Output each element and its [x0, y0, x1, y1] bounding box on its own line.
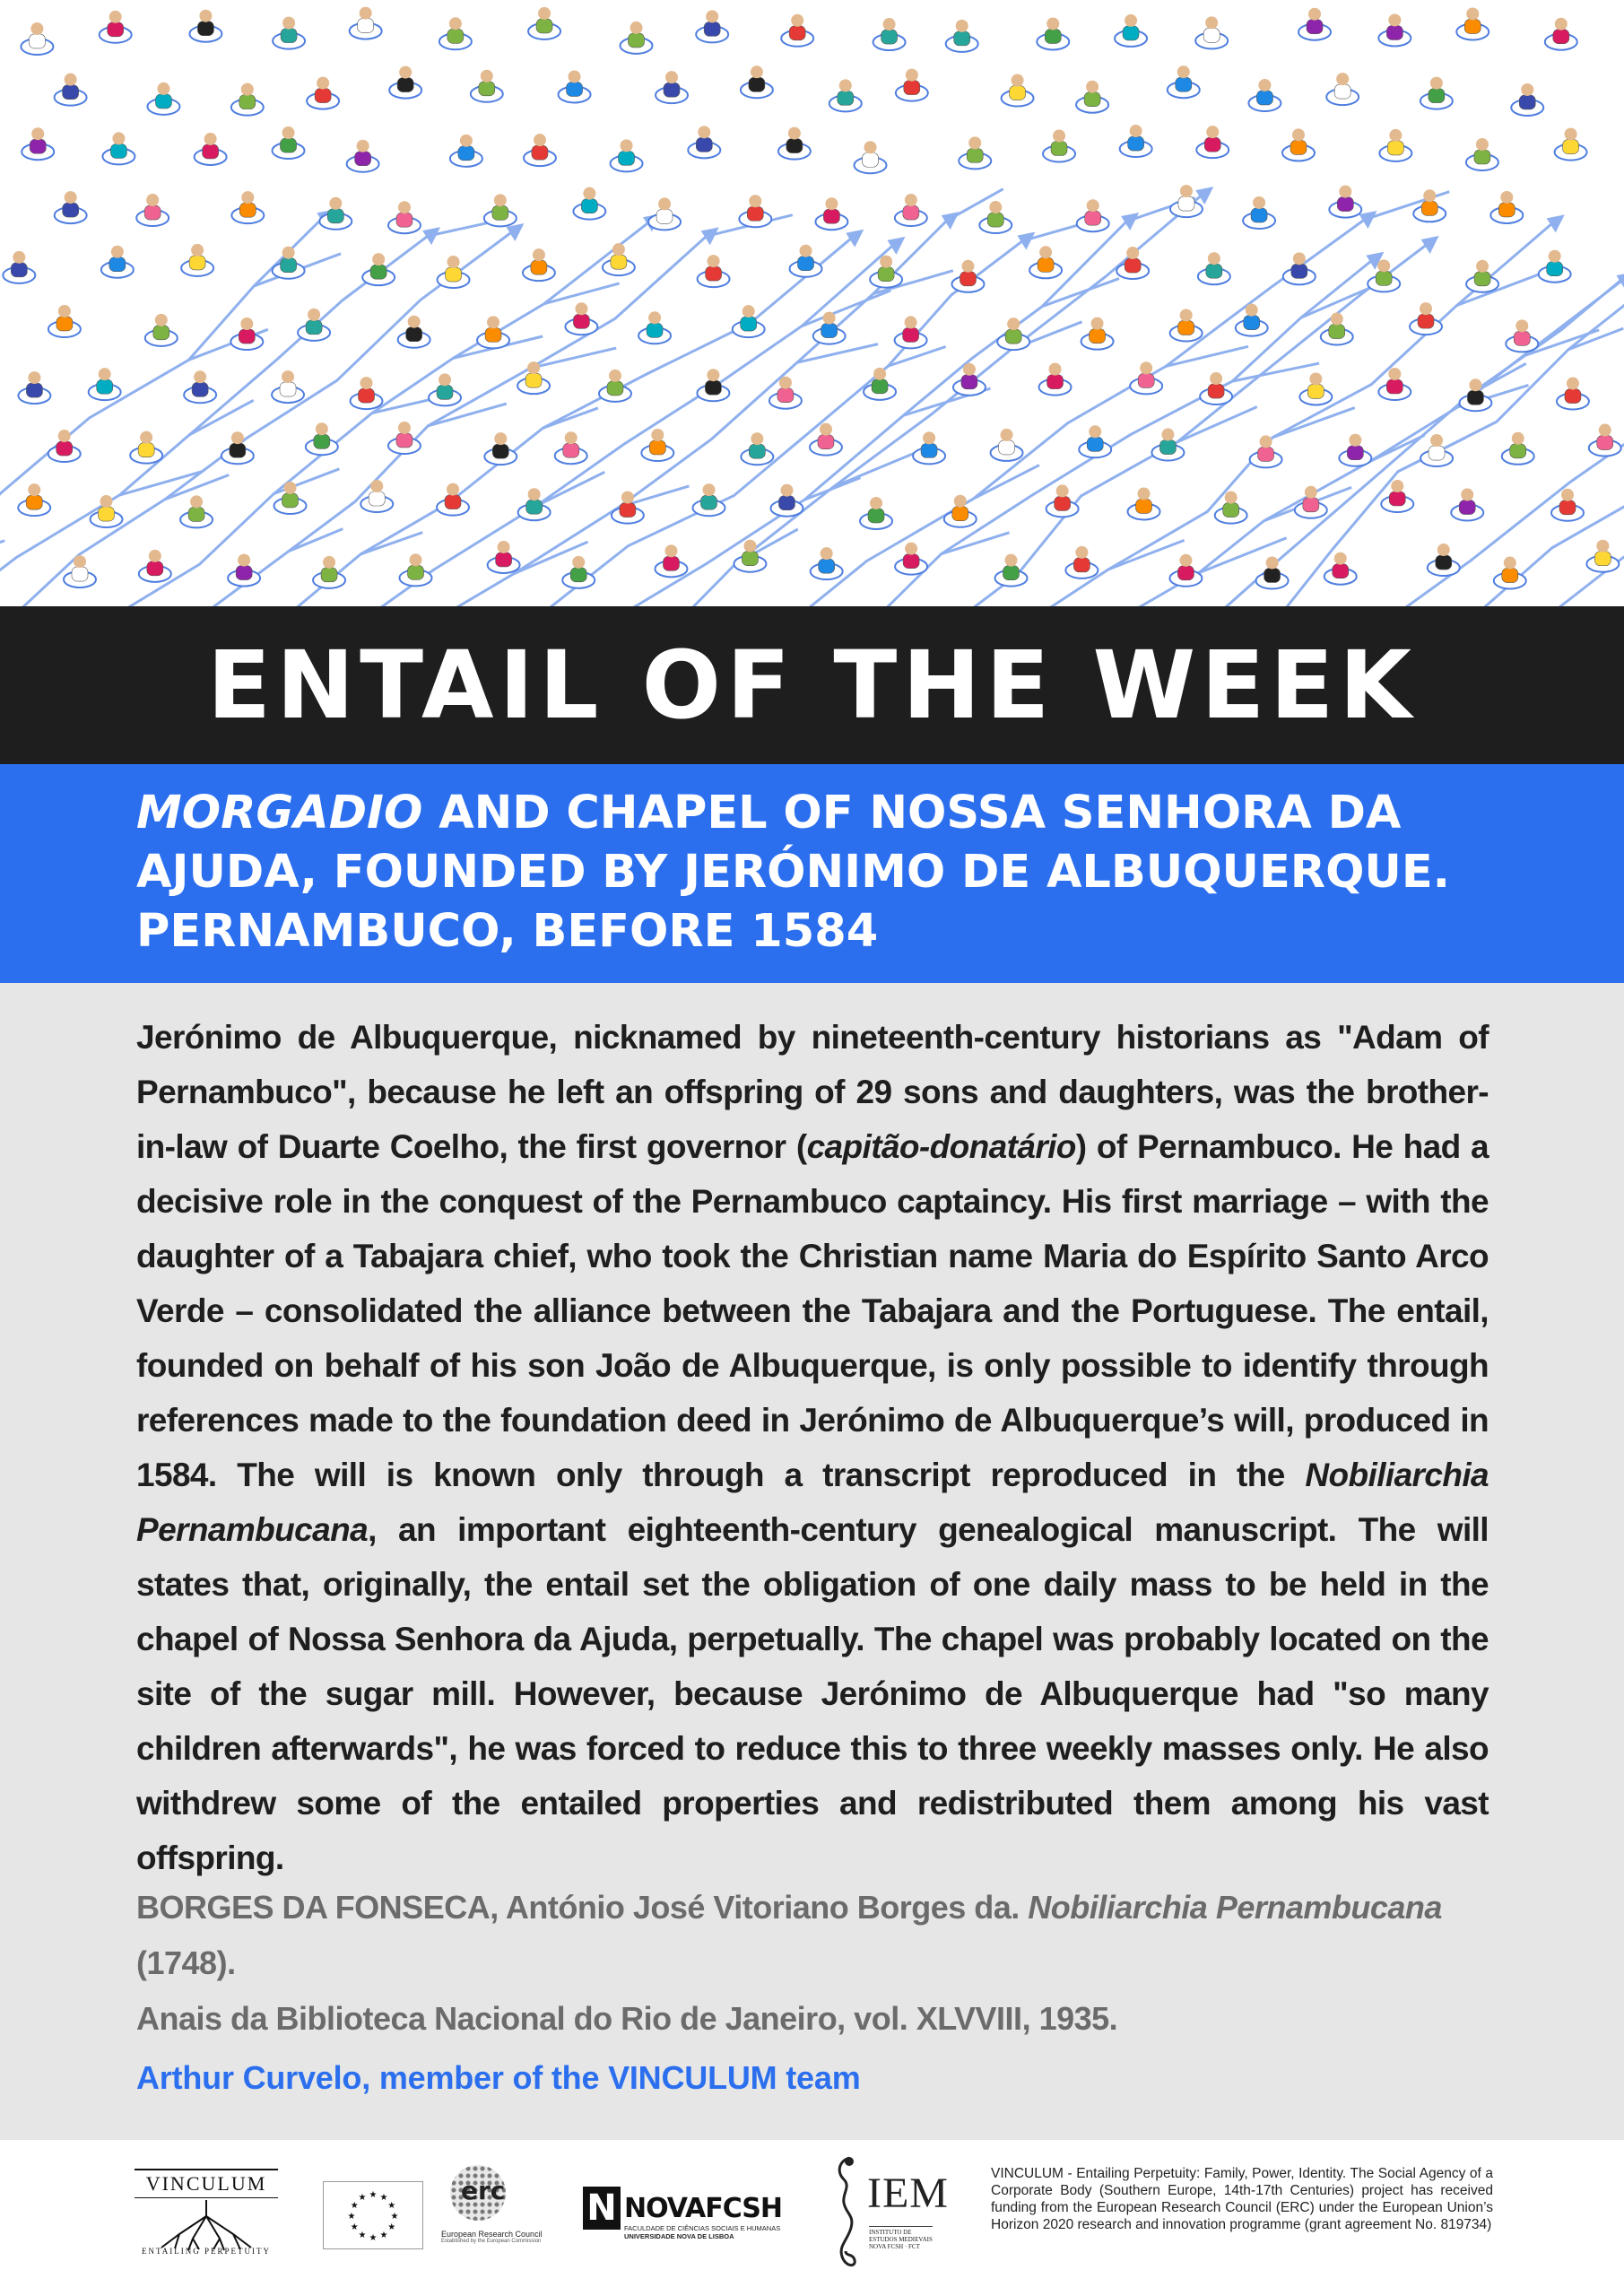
person-figure — [437, 483, 469, 516]
person-figure — [1557, 378, 1589, 410]
person-figure — [523, 248, 555, 281]
person-figure — [55, 74, 87, 106]
person-figure — [741, 65, 773, 98]
person-figure — [488, 541, 520, 573]
erc-wordmark: erc — [461, 2176, 506, 2205]
person-figure — [528, 7, 560, 39]
person-figure — [1420, 434, 1453, 466]
person-figure — [1195, 16, 1228, 48]
person-figure — [781, 14, 813, 47]
person-figure — [1250, 435, 1282, 467]
person-figure — [896, 69, 928, 101]
person-figure — [21, 22, 53, 55]
person-figure — [1410, 302, 1442, 335]
tree-roots-icon — [135, 2198, 278, 2252]
person-figure — [274, 482, 307, 514]
person-figure — [388, 201, 421, 233]
person-figure — [1196, 126, 1229, 158]
person-figure — [1326, 73, 1359, 105]
person-figure — [195, 133, 227, 165]
author-credit: Arthur Curvelo, member of the VINCULUM team — [136, 2059, 861, 2096]
person-figure — [1545, 18, 1577, 50]
person-figure — [298, 309, 330, 341]
person-figure — [946, 20, 978, 52]
vinculum-logo — [135, 2169, 278, 2267]
person-figure — [1329, 186, 1361, 218]
person-figure — [692, 483, 725, 516]
person-figure — [1079, 425, 1111, 457]
erc-logo — [441, 2165, 549, 2273]
person-figure — [813, 312, 846, 344]
person-figure — [1490, 191, 1523, 223]
person-figure — [991, 429, 1023, 461]
person-figure — [272, 370, 304, 403]
person-figure — [471, 70, 503, 102]
person-figure — [48, 430, 81, 462]
person-figure — [22, 127, 54, 160]
footer — [0, 2140, 1624, 2296]
person-figure — [1200, 372, 1232, 404]
nova-caption-1: FACULDADE DE CIÊNCIAS SOCIAIS E HUMANAS — [624, 2224, 781, 2232]
person-figure — [696, 10, 728, 42]
person-figure — [951, 260, 984, 292]
person-figure — [1494, 557, 1526, 589]
person-figure — [100, 11, 132, 43]
person-figure — [855, 141, 887, 173]
person-figure — [3, 251, 35, 283]
person-figure — [621, 22, 653, 54]
nova-caption-2: UNIVERSIDADE NOVA DE LISBOA — [624, 2232, 734, 2240]
erc-circle-icon — [450, 2165, 506, 2221]
person-figure — [429, 373, 461, 405]
vinculum-wordmark: VINCULUM — [135, 2169, 278, 2198]
person-figure — [1428, 544, 1460, 576]
person-figure — [1420, 77, 1453, 109]
person-figure — [913, 431, 945, 464]
person-figure — [347, 140, 379, 172]
erc-caption: European Research Council — [441, 2230, 543, 2239]
person-figure — [1539, 250, 1571, 283]
person-figure — [1466, 260, 1498, 292]
person-figure — [1002, 74, 1034, 107]
person-figure — [189, 10, 221, 42]
eu-star: ★ — [369, 2190, 378, 2200]
person-figure — [1168, 65, 1200, 98]
person-figure — [741, 432, 773, 465]
subtitle-italic-term: MORGADIO — [136, 787, 423, 839]
person-figure — [306, 422, 338, 455]
person-figure — [398, 316, 430, 348]
person-figure — [1039, 363, 1072, 396]
person-figure — [350, 7, 382, 39]
reference-line-1: BORGES DA FONSECA, António José Vitoriano Borges da. Nobiliarchia Pernambucana (1748). — [136, 1889, 1442, 1981]
person-figure — [18, 371, 50, 404]
person-figure — [1298, 8, 1331, 40]
eu-stars-icon — [324, 2182, 422, 2248]
person-figure — [1555, 128, 1587, 161]
person-figure — [1169, 554, 1202, 587]
person-figure — [1299, 372, 1332, 404]
person-figure — [562, 556, 595, 588]
person-figure — [1170, 309, 1203, 341]
person-figure — [573, 187, 605, 220]
seahorse-icon — [829, 2152, 865, 2278]
person-figure — [1451, 489, 1483, 521]
person-figure — [438, 256, 470, 288]
person-figure — [102, 132, 135, 164]
person-figure — [1077, 199, 1109, 231]
person-figure — [1236, 304, 1268, 336]
person-figure — [1029, 246, 1062, 278]
person-figure — [1502, 432, 1534, 465]
person-figure — [1586, 540, 1619, 572]
person-figure — [273, 126, 305, 159]
person-figure — [811, 547, 843, 579]
person-figure — [1589, 424, 1621, 457]
nova-n-mark: N — [583, 2187, 621, 2230]
iem-caption-1: INSTITUTO DE — [869, 2229, 912, 2236]
network-graphic — [0, 0, 1624, 606]
person-figure — [611, 139, 643, 171]
subtitle-band — [0, 764, 1624, 983]
person-figure — [1037, 17, 1069, 49]
eu-star: ★ — [390, 2212, 399, 2222]
person-figure — [1170, 185, 1203, 217]
person-figure — [953, 363, 986, 396]
person-figure — [231, 191, 264, 223]
person-figure — [1120, 125, 1152, 157]
person-figure — [1339, 434, 1371, 466]
person-figure — [641, 429, 673, 461]
person-figure — [231, 83, 264, 116]
person-figure — [1076, 81, 1108, 113]
person-figure — [184, 370, 216, 403]
person-figure — [101, 246, 134, 278]
network-arrow — [947, 236, 1439, 606]
person-figure — [860, 497, 892, 529]
person-figure — [1282, 128, 1315, 161]
vinculum-tagline: ENTAILING PERPETUITY — [141, 2247, 271, 2256]
bibliographic-reference — [136, 1880, 1535, 2047]
person-figure — [790, 245, 822, 277]
person-figure — [228, 554, 260, 587]
person-figure — [1506, 319, 1538, 352]
person-figure — [1151, 429, 1184, 461]
person-figure — [1466, 138, 1498, 170]
main-paragraph: Jerónimo de Albuquerque, nicknamed by nineteenth-century historians as "Adam of Pernambuco", because he left an offspring of 29 sons and daughters, was the brother-in-law of Duarte Coelho, the first governor (capitão-donatário) of Pernambuco. He had a decisive role in the conquest of the Pernambuco captaincy. His first marriage – with the daughter of a Tabajara chief, who took the Christian name Maria do Espírito Santo Arco Verde – consolidated the alliance between the Tabajara and the Portuguese. The entail, founded on behalf of his son João de Albuquerque, is only possible to identify through references made to the foundation deed in Jerónimo de Albuquerque’s will, produced in 1584. The will is known only through a transcript reproduced in the Nobiliarchia Pernambucana, an important eighteenth-century genealogical manuscript. The will states that, originally, the entail set the obligation of one daily mass to be held in the chapel of Nossa Senhora da Ajuda, perpetually. The chapel was probably located on the site of the sugar mill. However, because Jerónimo de Albuquerque had "so many children afterwards", he was forced to reduce this to three weekly masses only. He also withdrew some of the entailed properties and redistributed them among his vast offspring. — [136, 1019, 1489, 1876]
person-figure — [450, 135, 482, 167]
nova-wordmark: NOVAFCSH — [624, 2192, 782, 2224]
person-figure — [1046, 484, 1079, 517]
eu-star: ★ — [387, 2201, 396, 2211]
person-figure — [400, 553, 432, 586]
person-figure — [55, 191, 87, 223]
person-figure — [360, 480, 393, 512]
person-figure — [136, 194, 169, 226]
person-figure — [147, 83, 179, 115]
person-figure — [697, 369, 729, 401]
person-figure — [484, 194, 517, 226]
title-band — [0, 606, 1624, 764]
person-figure — [130, 431, 162, 464]
person-figure — [517, 361, 550, 394]
person-figure — [524, 134, 556, 166]
person-figure — [389, 66, 421, 99]
body-panel — [0, 983, 1624, 2140]
person-figure — [739, 195, 771, 227]
person-figure — [770, 484, 803, 517]
person-figure — [565, 302, 597, 335]
person-figure — [815, 197, 847, 230]
person-figure — [873, 18, 906, 50]
person-figure — [648, 197, 681, 230]
person-figure — [89, 368, 121, 400]
person-figure — [698, 255, 730, 287]
person-figure — [1081, 317, 1114, 350]
person-figure — [895, 316, 927, 348]
person-figure — [362, 253, 395, 285]
funding-statement: VINCULUM - Entailing Perpetuity: Family, Power, Identity. The Social Agency of a Corporate Body (Southern Europe, 14th-17th Centuries) project has received funding from the European Research Council (ERC) under the European Union’s Horizon 2020 research and innovation programme (grant agreement No. 819734) — [991, 2166, 1493, 2232]
person-figure — [139, 550, 171, 582]
person-figure — [1456, 7, 1489, 39]
person-figure — [439, 17, 472, 49]
subtitle-line-2: AJUDA, FOUNDED BY JERÓNIMO DE ALBUQUERQUE. — [136, 846, 1451, 899]
eu-star: ★ — [379, 2193, 388, 2204]
subtitle-line-3: PERNAMBUCO, BEFORE 1584 — [136, 905, 879, 958]
eu-star: ★ — [379, 2230, 388, 2240]
eu-star: ★ — [350, 2222, 359, 2232]
iem-caption-2: ESTUDOS MEDIEVAIS — [869, 2236, 933, 2243]
subtitle-line-1: MORGADIO AND CHAPEL OF NOSSA SENHORA DA — [136, 787, 1402, 839]
person-figure — [778, 127, 811, 160]
person-figure — [895, 543, 927, 575]
eu-star: ★ — [358, 2193, 367, 2204]
person-figure — [484, 432, 517, 465]
person-figure — [1256, 557, 1289, 589]
eu-star: ★ — [347, 2212, 356, 2222]
person-figure — [688, 126, 720, 158]
person-figure — [64, 555, 96, 587]
person-figure — [656, 71, 688, 103]
eu-star: ★ — [387, 2222, 396, 2232]
person-figure — [1243, 196, 1275, 229]
person-figure — [181, 244, 213, 276]
person-figure — [638, 311, 671, 344]
person-figure — [1324, 552, 1357, 585]
nova-fcsh-logo — [583, 2187, 798, 2249]
person-figure — [733, 305, 765, 337]
person-figure — [559, 70, 591, 102]
person-figure — [1248, 79, 1281, 111]
person-figure — [307, 77, 339, 109]
eu-flag-logo — [323, 2181, 423, 2249]
reference-line-2: Anais da Biblioteca Nacional do Rio de Janeiro, vol. XLVVIII, 1935. — [136, 2000, 1118, 2037]
eu-star: ★ — [350, 2201, 359, 2211]
person-figure — [1379, 129, 1411, 161]
person-figure — [273, 17, 305, 49]
person-figure — [829, 79, 862, 111]
person-figure — [979, 201, 1012, 233]
person-figure — [1511, 83, 1543, 116]
person-figure — [1065, 546, 1098, 578]
hero-network-illustration — [0, 0, 1624, 606]
person-figure — [1198, 252, 1230, 284]
eu-star: ★ — [358, 2230, 367, 2240]
iem-caption-3: NOVA FCSH · FCT — [869, 2243, 920, 2250]
person-figure — [351, 377, 383, 409]
person-figure — [145, 314, 178, 346]
person-figure — [1128, 487, 1160, 519]
iem-wordmark: IEM — [867, 2170, 949, 2217]
erc-subcaption: Established by the European Commission — [441, 2239, 542, 2244]
person-figure — [518, 488, 551, 520]
person-figure — [1321, 313, 1353, 345]
person-figure — [959, 136, 991, 169]
person-figure — [1130, 361, 1162, 394]
person-figure — [895, 194, 927, 226]
person-figure — [180, 495, 213, 527]
network-arrow — [1618, 164, 1624, 606]
person-figure — [1043, 130, 1075, 162]
person-figure — [555, 431, 587, 464]
person-figure — [997, 317, 1029, 350]
page-title: ENTAIL OF THE WEEK — [207, 631, 1417, 740]
person-figure — [603, 243, 635, 275]
person-figure — [655, 544, 687, 577]
person-figure — [477, 316, 509, 348]
person-figure — [1378, 13, 1411, 46]
person-figure — [18, 483, 50, 516]
person-figure — [1115, 14, 1147, 47]
person-figure — [48, 305, 81, 337]
iem-logo — [829, 2152, 964, 2287]
network-arrow — [0, 217, 514, 606]
eu-star: ★ — [369, 2233, 378, 2243]
